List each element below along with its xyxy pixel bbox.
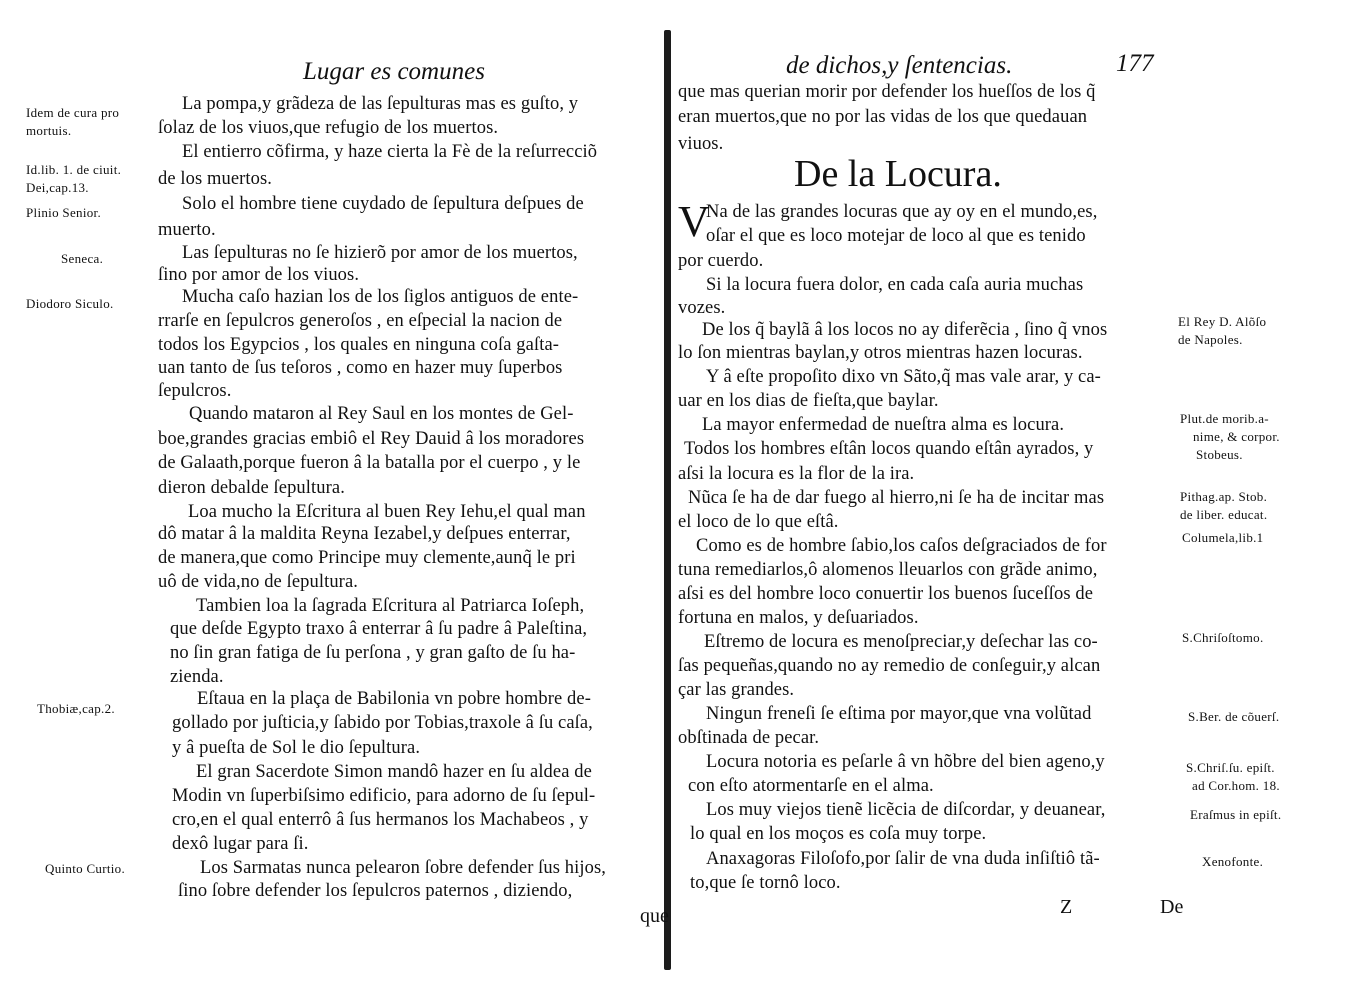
text-line: Eſtremo de locura es menoſpreciar,y deſechar las co- [704,632,1098,652]
text-line: Na de las grandes locuras que ay oy en el mundo,es, [706,202,1098,222]
margin-note: mortuis. [26,123,72,138]
text-line: fortuna en malos, y deſuariados. [678,608,919,628]
text-line: El entierro cõfirma, y haze cierta la Fè de la reſurrecciõ [182,142,598,162]
text-line: Y â eſte propoſito dixo vn Sãto,q̃ mas vale arar, y ca- [706,367,1101,387]
margin-note: Diodoro Siculo. [26,296,114,311]
margin-note: Id.lib. 1. de ciuit. [26,162,122,177]
text-line: Si la locura fuera dolor, en cada caſa auria muchas [706,275,1084,295]
text-line: Tambien loa la ſagrada Eſcritura al Patriarca Ioſeph, [196,596,585,616]
margin-note: S.Ber. de cõuerſ. [1188,709,1280,724]
text-line: con eſto atormentarſe en el alma. [688,776,934,796]
margin-note: Thobiæ,cap.2. [37,701,115,716]
text-line: Modin vn ſuperbiſsimo edificio, para adorno de ſu ſepul- [172,786,596,806]
text-line: Los muy viejos tienẽ licẽcia de diſcordar, y deuanear, [706,800,1106,820]
drop-cap: V [678,197,710,246]
text-line: Como es de hombre ſabio,los caſos deſgraciados de for [696,536,1107,556]
text-line: eran muertos,que no por las vidas de los que quedauan [678,107,1088,127]
text-line: vozes. [678,298,726,318]
text-line: Quando mataron al Rey Saul en los montes de Gel- [189,404,574,424]
text-line: de los muertos. [158,169,273,189]
text-line: no ſin gran fatiga de ſu perſona , y gran gaſto de ſu ha- [170,643,576,663]
text-line: Solo el hombre tiene cuydado de ſepultura deſpues de [182,194,584,214]
text-line: Los Sarmatas nunca pelearon ſobre defender ſus hijos, [200,858,607,878]
margin-note: Quinto Curtio. [45,861,126,876]
margin-note: Plinio Senior. [26,205,101,220]
text-line: y â pueſta de Sol le dio ſepultura. [172,738,421,758]
text-line: todos los Egypcios , los quales en ninguna coſa gaſta- [158,335,560,355]
text-line: cro,en el qual enterrô â ſus hermanos los Machabeos , y [172,810,589,830]
margin-note: ad Cor.hom. 18. [1192,778,1280,793]
text-line: muerto. [158,220,216,240]
margin-note: S.Chriſ.ſu. epiſt. [1186,760,1275,775]
text-line: que deſde Egypto traxo â enterrar â ſu padre â Paleſtina, [170,619,588,639]
text-line: ſas pequeñas,quando no ay remedio de conſeguir,y alcan [678,656,1101,676]
margin-note: El Rey D. Alõſo [1178,314,1267,329]
text-line: viuos. [678,134,724,154]
text-line: dô matar â la maldita Reyna Iezabel,y deſpues enterrar, [158,524,571,544]
text-line: lo ſon mientras baylan,y otros mientras hazen locuras. [678,343,1083,363]
text-line: De los q̃ baylã â los locos no ay diferẽcia , ſino q̃ vnos [702,320,1108,340]
text-line: Ningun freneſi ſe eſtima por mayor,que vna volũtad [706,704,1092,724]
margin-note: Dei,cap.13. [26,180,89,195]
text-line: boe,grandes gracias embiô el Rey Dauid â los moradores [158,429,585,449]
text-line: ſepulcros. [158,381,232,401]
text-line: Eſtaua en la plaça de Babilonia vn pobre hombre de- [197,689,591,709]
text-line: Todos los hombres eſtân locos quando eſtân ayrados, y [684,439,1094,459]
margin-note: Xenofonte. [1202,854,1264,869]
text-line: por cuerdo. [678,251,764,271]
margin-note: de liber. educat. [1180,507,1268,522]
text-line: çar las grandes. [678,680,795,700]
text-line: gollado por juſticia,y ſabido por Tobias,traxole â ſu caſa, [172,713,593,733]
text-line: to,que ſe tornô loco. [690,873,841,893]
signature-mark: Z [1060,896,1073,918]
text-line: aſsi es del hombre loco conuertir los buenos ſuceſſos de [678,584,1094,604]
text-line: rrarſe en ſepulcros generoſos , en eſpecial la nacion de [158,311,563,331]
text-line: Las ſepulturas no ſe hizierõ por amor de los muertos, [182,243,578,263]
text-line: ſino por amor de los viuos. [158,265,360,285]
text-line: Loa mucho la Eſcritura al buen Rey Iehu,el qual man [188,502,586,522]
section-title: De la Locura. [794,153,1002,195]
text-line: ſino ſobre defender los ſepulcros paternos , diziendo, [178,881,573,901]
catchword: que [640,905,669,927]
page-number: 177 [1116,50,1154,77]
text-line: zienda. [170,667,224,687]
text-line: que mas querian morir por defender los hueſſos de los q̃ [678,82,1096,102]
text-line: La mayor enfermedad de nueſtra alma es locura. [702,415,1065,435]
text-line: tuna remediarlos,ô alomenos lleuarlos con grãde animo, [678,560,1098,580]
text-line: Anaxagoras Filoſofo,por ſalir de vna duda inſiſtiô tã- [706,849,1100,869]
text-line: El gran Sacerdote Simon mandô hazer en ſu aldea de [196,762,592,782]
text-line: aſsi la locura es la flor de la ira. [678,464,915,484]
margin-note: S.Chriſoſtomo. [1182,630,1264,645]
text-line: el loco de lo que eſtâ. [678,512,839,532]
text-line: dexô lugar para ſi. [172,834,309,854]
text-line: La pompa,y grãdeza de las ſepulturas mas es guſto, y [182,94,579,114]
text-line: obſtinada de pecar. [678,728,820,748]
running-header: de dichos,y ſentencias. [786,52,1013,79]
text-line: de Galaath,porque fueron â la batalla por el cuerpo , y le [158,453,581,473]
margin-note: nime, & corpor. [1193,429,1280,444]
margin-note: Columela,lib.1 [1182,530,1264,545]
text-line: oſar el que es loco motejar de loco al que es tenido [706,226,1086,246]
text-line: uan tanto de ſus teſoros , como en hazer muy ſuperbos [158,358,563,378]
margin-note: de Napoles. [1178,332,1243,347]
margin-note: Seneca. [61,251,104,266]
text-line: lo qual en los moços es coſa muy torpe. [690,824,987,844]
left-page [0,0,668,1000]
text-line: Mucha caſo hazian los de los ſiglos antiguos de ente- [182,287,579,307]
text-line: Nũca ſe ha de dar fuego al hierro,ni ſe ha de incitar mas [688,488,1105,508]
margin-note: Eraſmus in epiſt. [1190,807,1282,822]
text-line: Locura notoria es peſarle â vn hõbre del bien ageno,y [706,752,1105,772]
text-line: uar en los dias de fieſta,que baylar. [678,391,939,411]
margin-note: Idem de cura pro [26,105,120,120]
text-line: de manera,que como Principe muy clemente,aunq̃ le pri [158,548,576,568]
margin-note: Pithag.ap. Stob. [1180,489,1268,504]
text-line: ſolaz de los viuos,que refugio de los muertos. [158,118,499,138]
right-page [676,0,1350,1000]
margin-note: Plut.de morib.a- [1180,411,1269,426]
margin-note: Stobeus. [1196,447,1243,462]
text-line: dieron debalde ſepultura. [158,478,345,498]
catchword: De [1160,896,1184,918]
text-line: uô de vida,no de ſepultura. [158,572,358,592]
running-header: Lugar es comunes [303,58,485,85]
